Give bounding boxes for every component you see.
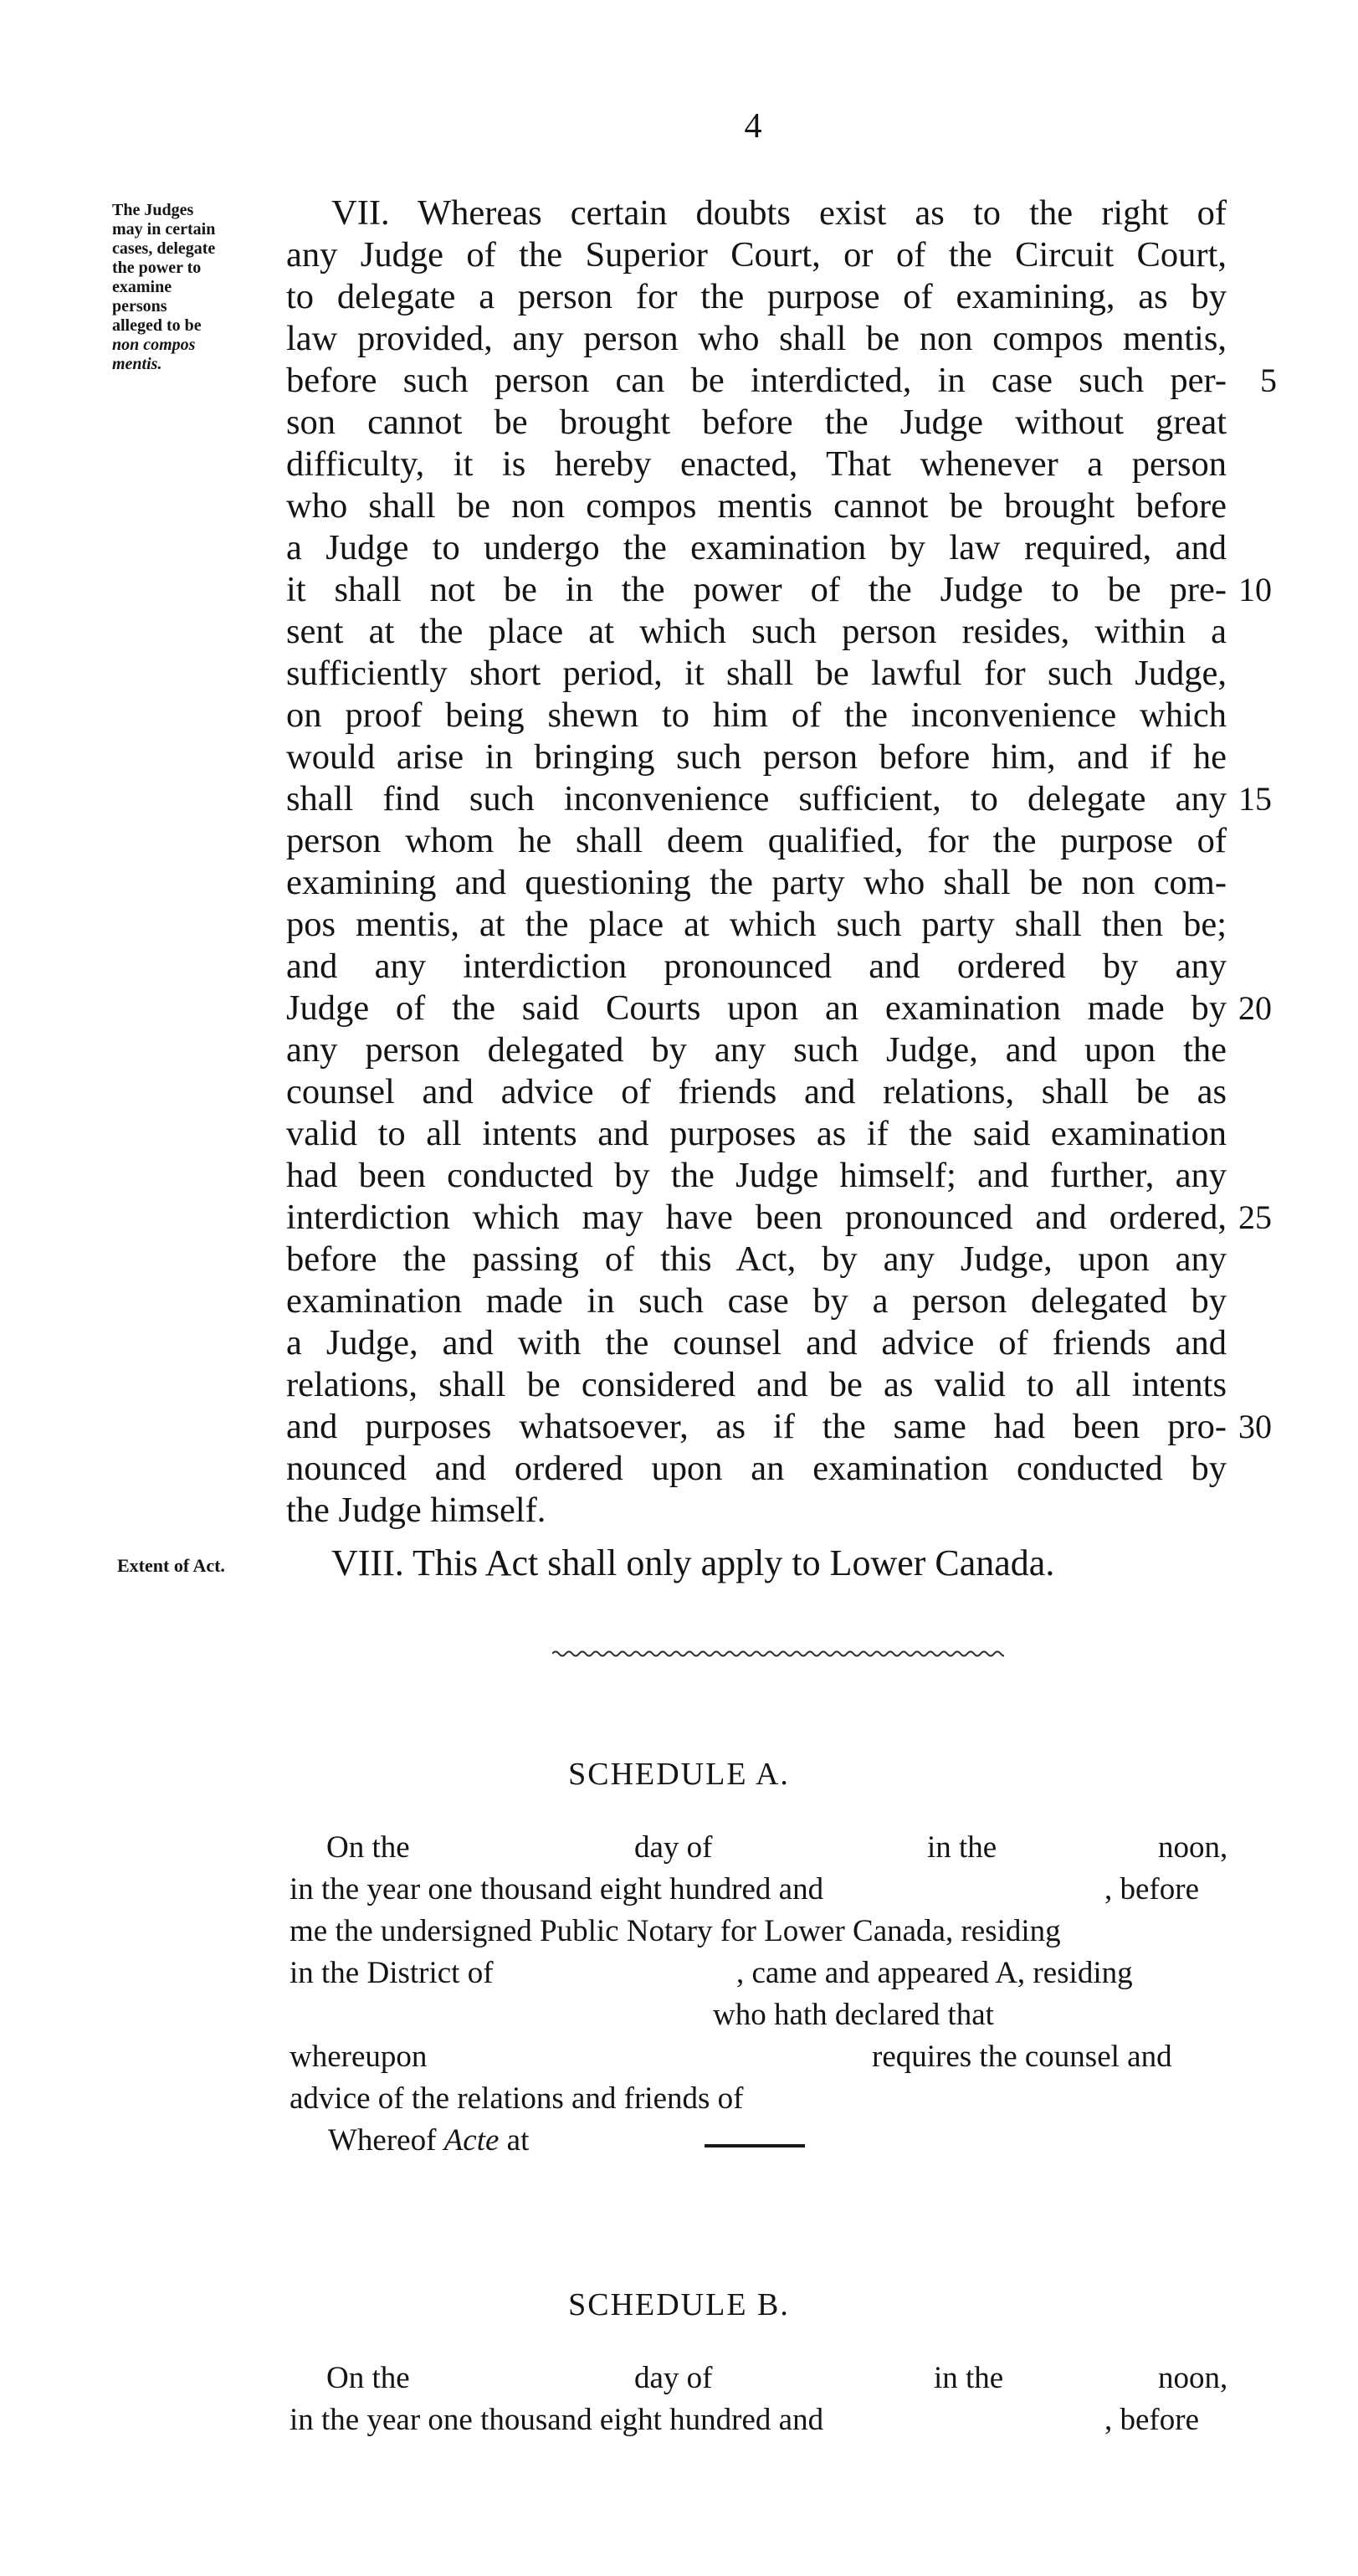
body-line: had been conducted by the Judge himself; and further, any <box>286 1156 1227 1195</box>
body-line: son cannot be brought before the Judge without great <box>286 403 1227 442</box>
body-line: person whom he shall deem qualified, for the purpose of <box>286 821 1227 860</box>
body-line: before such person can be interdicted, in case such per- <box>286 361 1227 400</box>
body-line: sent at the place at which such person resides, within a <box>286 612 1227 651</box>
body-line: sufficiently short period, it shall be lawful for such Judge, <box>286 654 1227 693</box>
form-text: On the <box>326 2361 410 2395</box>
body-line: would arise in bringing such person before him, and if he <box>286 737 1227 777</box>
sidenote-line: the power to <box>112 259 202 277</box>
body-line: and any interdiction pronounced and ordered by any <box>286 947 1227 986</box>
form-text: in the <box>934 2361 1004 2395</box>
form-text <box>328 2122 529 2159</box>
form-text: in the <box>927 1830 997 1865</box>
form-text: who hath declared that <box>713 1998 994 2032</box>
form-text: advice of the relations and friends of <box>290 2081 744 2116</box>
line-number: 10 <box>1238 571 1272 608</box>
body-line: VII. Whereas certain doubts exist as to the right of <box>331 193 1227 233</box>
schedule-b-title: SCHEDULE B. <box>568 2287 790 2322</box>
form-text-italic: Acte <box>443 2123 500 2158</box>
sidenote-line: The Judges <box>112 201 194 219</box>
sidenote-italic: non compos <box>112 336 196 354</box>
form-text: noon, <box>1158 1830 1228 1865</box>
line-number: 25 <box>1238 1198 1272 1236</box>
form-text: day of <box>634 1830 713 1865</box>
body-line: a Judge to undergo the examination by law required, and <box>286 528 1227 567</box>
body-line: it shall not be in the power of the Judge to be pre- <box>286 570 1227 609</box>
body-line: interdiction which may have been pronounced and ordered, <box>286 1198 1227 1237</box>
body-line: a Judge, and with the counsel and advice of friends and <box>286 1323 1227 1362</box>
sidenote-extent: Extent of Act. <box>117 1555 225 1576</box>
body-line: shall find such inconvenience sufficient, to delegate any <box>286 779 1227 818</box>
body-line: Judge of the said Courts upon an examination made by <box>286 988 1227 1028</box>
sidenote-judges <box>112 201 290 374</box>
body-line: counsel and advice of friends and relations, shall be as <box>286 1072 1227 1111</box>
body-line: examination made in such case by a person delegated by <box>286 1281 1227 1321</box>
sidenote-line: persons <box>112 297 167 316</box>
body-line: pos mentis, at the place at which such party shall then be; <box>286 905 1227 944</box>
sidenote-line: alleged to be <box>112 316 202 335</box>
form-text: in the year one thousand eight hundred and <box>290 2403 824 2437</box>
section-viii: VIII. This Act shall only apply to Lower Canada. <box>331 1542 1055 1583</box>
form-text: , came and appeared A, residing <box>736 1956 1133 1990</box>
body-line: who shall be non compos mentis cannot be brought before <box>286 486 1227 526</box>
line-number: 20 <box>1238 989 1272 1027</box>
line-number: 30 <box>1238 1408 1272 1445</box>
form-text: in the District of <box>290 1956 494 1990</box>
line-number: 15 <box>1238 780 1272 818</box>
sidenote-line: cases, delegate <box>112 239 216 258</box>
body-line: relations, shall be considered and be as valid to all intents <box>286 1365 1227 1404</box>
sidenote-line: may in certain <box>112 220 216 239</box>
body-line: law provided, any person who shall be non compos mentis, <box>286 319 1227 358</box>
body-line: before the passing of this Act, by any Judge, upon any <box>286 1239 1227 1279</box>
body-line: any Judge of the Superior Court, or of the Circuit Court, <box>286 235 1227 275</box>
schedule-a-title: SCHEDULE A. <box>568 1757 790 1792</box>
sidenote-line: examine <box>112 278 172 296</box>
body-line: to delegate a person for the purpose of examining, as by <box>286 277 1227 316</box>
body-line: and purposes whatsoever, as if the same had been pro- <box>286 1407 1227 1446</box>
form-text: noon, <box>1158 2361 1228 2395</box>
body-line: valid to all intents and purposes as if the said examination <box>286 1114 1227 1153</box>
form-text: , before <box>1104 1872 1199 1906</box>
short-divider <box>705 2144 805 2148</box>
body-line: any person delegated by any such Judge, and upon the <box>286 1030 1227 1070</box>
sidenote-line <box>112 355 290 374</box>
body-line: on proof being shewn to him of the inconvenience which <box>286 695 1227 735</box>
form-text: in the year one thousand eight hundred and <box>290 1872 824 1906</box>
page-number: 4 <box>744 107 762 146</box>
form-text: On the <box>326 1830 410 1865</box>
line-number: 5 <box>1260 362 1277 399</box>
body-line: the Judge himself. <box>286 1491 546 1530</box>
form-text: me the undersigned Public Notary for Lower Canada, residing <box>290 1914 1061 1948</box>
sidenote-italic: mentis. <box>112 355 162 373</box>
body-line: difficulty, it is hereby enacted, That whenever a person <box>286 444 1227 484</box>
body-line: examining and questioning the party who shall be non com- <box>286 863 1227 902</box>
form-text: requires the counsel and <box>872 2040 1172 2074</box>
body-line: nounced and ordered upon an examination conducted by <box>286 1449 1227 1488</box>
wavy-divider <box>552 1647 1004 1660</box>
form-text: at <box>506 2123 530 2158</box>
form-text: Whereof <box>328 2123 437 2158</box>
form-text: whereupon <box>290 2040 428 2074</box>
form-text: , before <box>1104 2403 1199 2437</box>
form-text: day of <box>634 2361 713 2395</box>
sidenote-line <box>112 336 290 355</box>
